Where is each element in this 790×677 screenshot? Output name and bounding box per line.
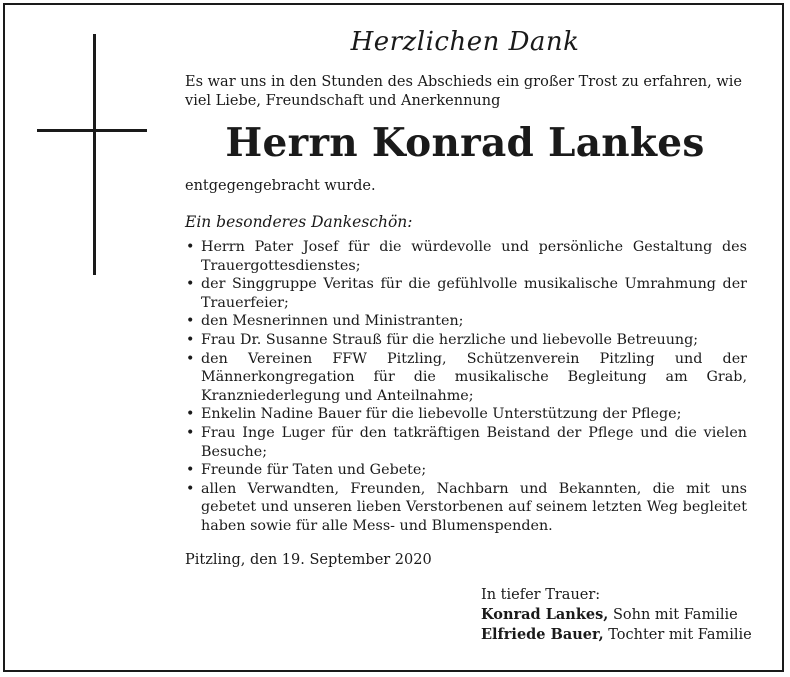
place-date: Pitzling, den 19. September 2020 — [185, 552, 432, 568]
thanks-item: • Freunde für Taten und Gebete; — [185, 461, 747, 480]
thanks-item: • den Vereinen FFW Pitzling, Schützenverein Pitzling und der Männerkongregation für die musikalische Begleitung am Grab, Kranzniederlegung und Anteilnahme; — [185, 350, 747, 406]
mourner-line — [481, 605, 752, 625]
thanks-item: • Frau Dr. Susanne Strauß für die herzliche und liebevolle Betreuung; — [185, 331, 747, 350]
thanks-item: • Herrn Pater Josef für die würdevolle und persönliche Gestaltung des Trauergottesdienstes; — [185, 238, 747, 275]
thanks-list — [185, 238, 747, 536]
mourner-line — [481, 625, 752, 645]
cross-icon-vertical — [93, 34, 96, 275]
intro-end-text: entgegengebracht wurde. — [185, 178, 376, 194]
thanks-item: • allen Verwandten, Freunden, Nachbarn und Bekannten, die mit uns gebetet und unseren lieben Verstorbenen auf seinem letzten Weg begleitet haben sowie für alle Mess- und Blumenspenden. — [185, 480, 747, 536]
notice-heading: Herzlichen Dank — [350, 27, 580, 57]
thanks-item: • Enkelin Nadine Bauer für die liebevolle Unterstützung der Pflege; — [185, 405, 747, 424]
mourning-label: In tiefer Trauer: — [481, 587, 601, 603]
mourner-relation: Sohn mit Familie — [608, 607, 738, 623]
thanks-item: • den Mesnerinnen und Ministranten; — [185, 312, 747, 331]
mourner-relation: Tochter mit Familie — [603, 627, 752, 643]
mourner-name: Elfriede Bauer, — [481, 626, 604, 643]
thanks-heading: Ein besonderes Dankeschön: — [185, 213, 413, 231]
intro-text: Es war uns in den Stunden des Abschieds ein großer Trost zu erfahren, wie viel Liebe, Freundschaft und Anerkennung — [185, 74, 742, 109]
mourners-block — [481, 585, 752, 645]
thanks-item: • der Singgruppe Veritas für die gefühlvolle musikalische Umrahmung der Trauerfeier; — [185, 275, 747, 312]
mourner-name: Konrad Lankes, — [481, 606, 609, 623]
deceased-name: Herrn Konrad Lankes — [225, 120, 705, 166]
thanks-item: • Frau Inge Luger für den tatkräftigen Beistand der Pflege und die vielen Besuche; — [185, 424, 747, 461]
cross-icon-horizontal — [37, 129, 147, 132]
